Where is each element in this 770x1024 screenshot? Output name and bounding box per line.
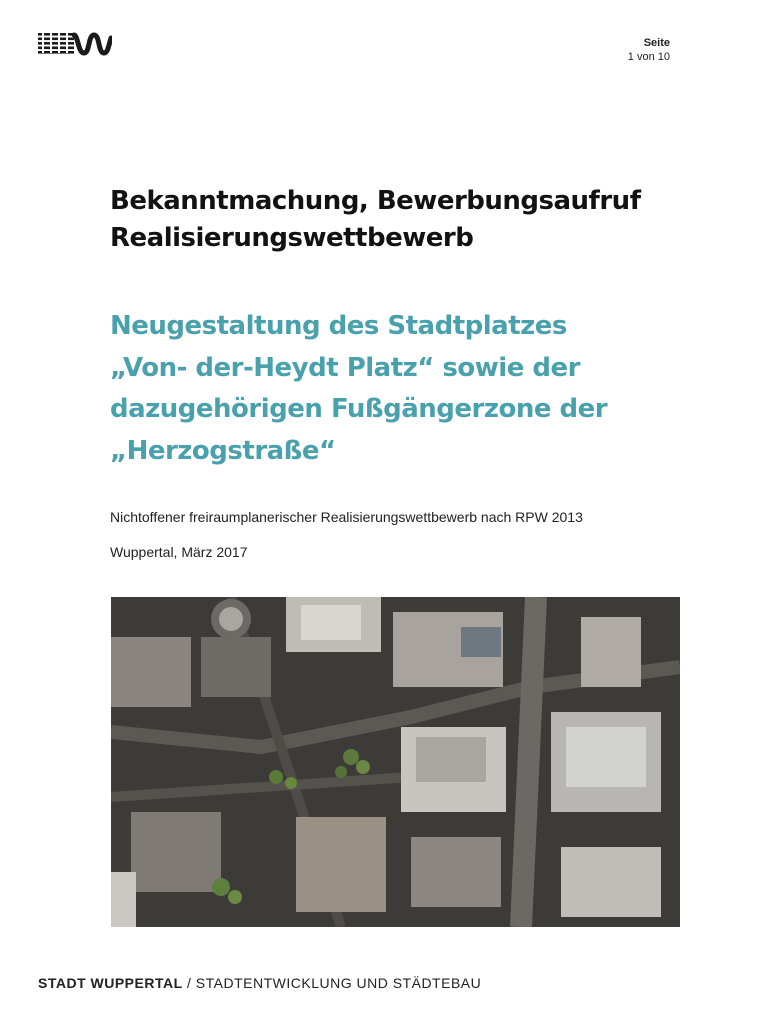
footer-org: STADT WUPPERTAL [38,975,183,991]
subtitle-line-3: dazugehörigen Fußgängerzone der [110,394,608,424]
subtitle-line-2: „Von- der-Heydt Platz“ sowie der [110,352,580,383]
competition-description: Nichtoffener freiraumplanerischer Realisierungswettbewerb nach RPW 2013 [110,509,583,525]
subtitle-line-4: „Herzogstraße“ [110,435,336,466]
page-indicator [628,36,670,64]
document-title [110,183,710,257]
document-subtitle [110,306,710,472]
footer-department: / STADTENTWICKLUNG UND STÄDTEBAU [182,975,482,991]
footer [38,975,481,991]
place-and-date: Wuppertal, März 2017 [110,544,248,560]
aerial-photo [111,597,680,927]
title-line-1: Bekanntmachung, Bewerbungsaufruf [110,186,641,216]
subtitle-line-1: Neugestaltung des Stadtplatzes [110,311,567,341]
page-label: Seite [643,37,670,49]
city-logo [38,30,112,56]
title-line-2: Realisierungswettbewerb [110,223,474,253]
page-number: 1 von 10 [627,51,670,63]
